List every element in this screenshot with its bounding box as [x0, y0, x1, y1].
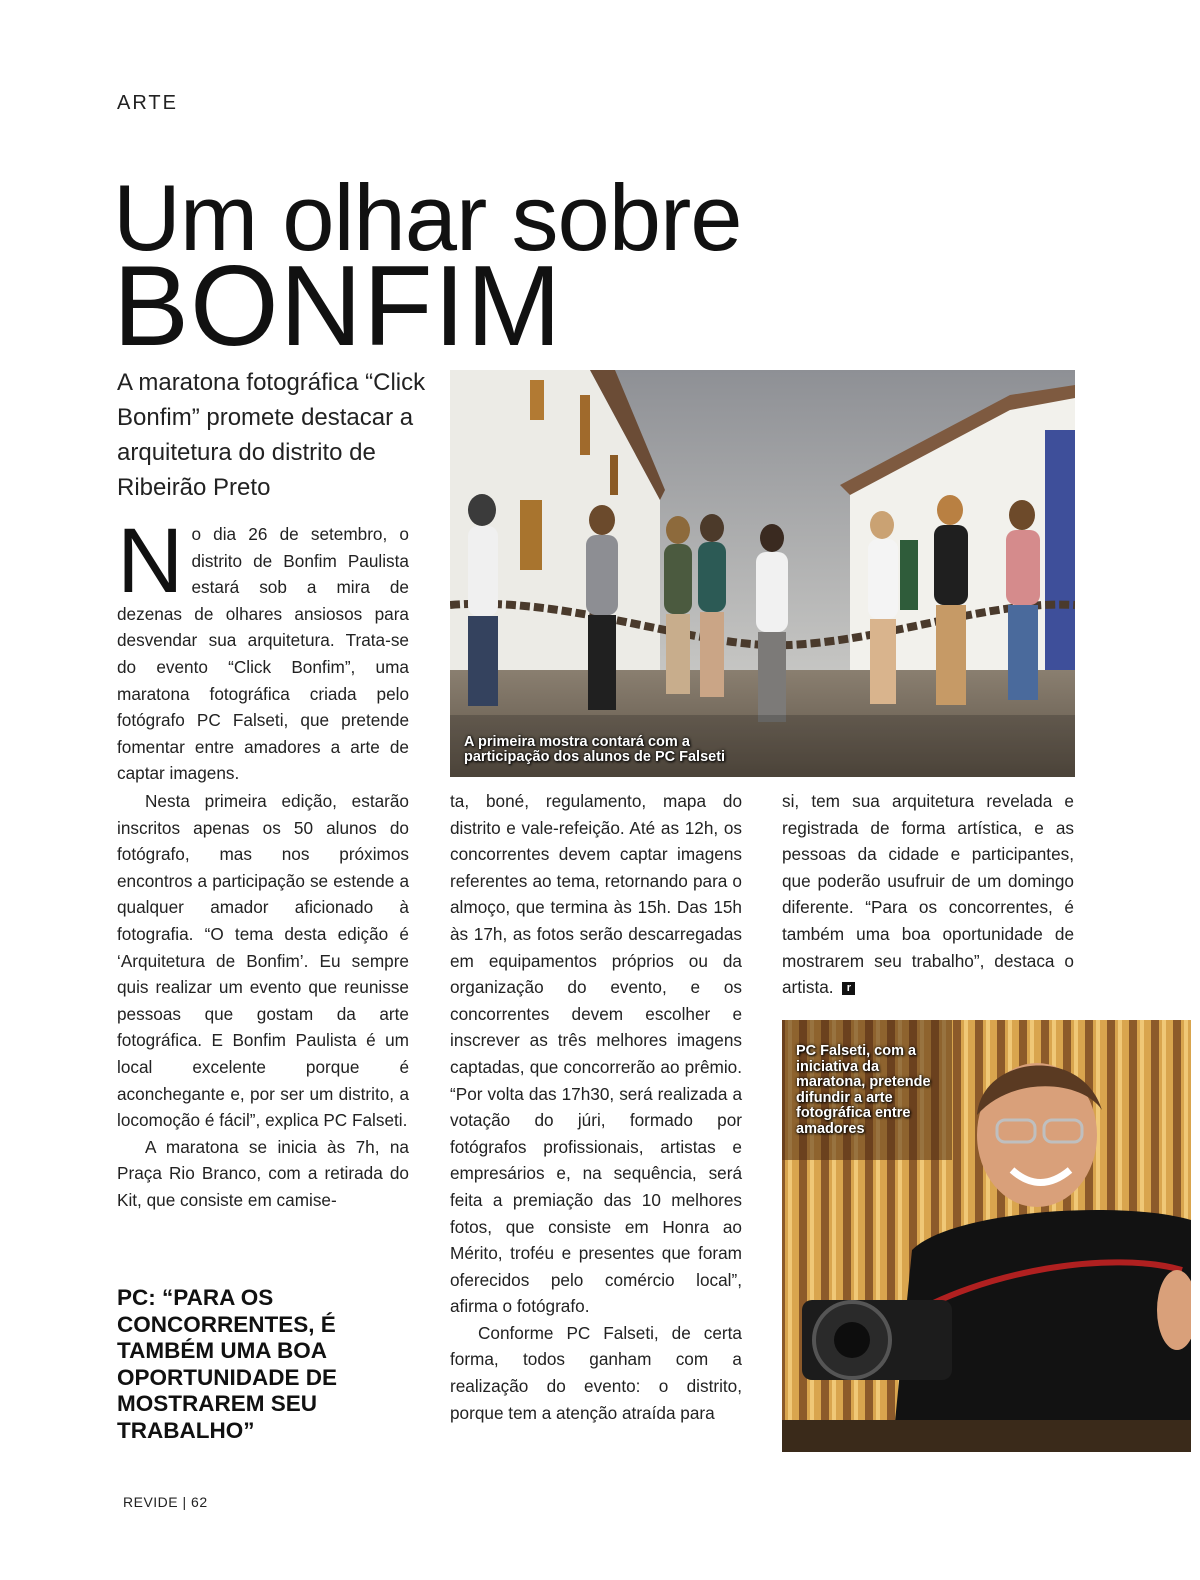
- drop-cap: N: [117, 510, 184, 612]
- page-footer: [123, 1494, 208, 1510]
- end-mark-icon: r: [842, 982, 855, 995]
- group-photo-caption: A primeira mostra contará com a participação dos alunos de PC Falseti: [464, 734, 726, 765]
- body-paragraph-3: A maratona se inicia às 7h, na Praça Rio Branco, com a retirada do Kit, que consiste em camise-: [117, 1136, 409, 1210]
- body-paragraph-6: [782, 788, 1074, 1001]
- body-paragraph-5: Conforme PC Falseti, de certa forma, todos ganham com a realização do evento: o distrito, porque tem a atenção atraída para: [450, 1322, 742, 1423]
- body-paragraph-2: Nesta primeira edição, estarão inscritos apenas os 50 alunos do fotógrafo, mas nos próximos encontros a participação se estende a qualquer amador aficionado à fotografia. “O tema desta edição é ‘Arquitetura de Bonfim’. Eu sempre quis realizar um evento que reunisse pessoas que gostam da arte fotográfica. E Bonfim Paulista é um local excelente porque é aconchegante e, por ser um distrito, a locomoção é fácil”, explica PC Falseti.: [117, 791, 409, 1131]
- headline-line-2: BONFIM: [113, 243, 563, 370]
- portrait-photo-caption: PC Falseti, com a iniciativa da maratona, pretende difundir a arte fotográfica entre amadores: [796, 1043, 931, 1137]
- page-number: 62: [191, 1494, 208, 1510]
- body-paragraph-1: o dia 26 de setembro, o distrito de Bonfim Paulista estará sob a mira de dezenas de olhares ansiosos para desvendar sua arquitetura. Trata-se do evento “Click Bonfim”, uma maratona fotográfica criada pelo fotógrafo PC Falseti, que pretende fomentar entre amadores a arte de captar imagens.: [117, 524, 409, 784]
- group-photo-image: [450, 370, 1075, 777]
- group-photo: [450, 370, 1075, 777]
- body-column-3: [782, 788, 1074, 1001]
- body-paragraph-6-text: si, tem sua arquitetura revelada e registrada de forma artística, e as pessoas da cidade e participantes, que poderão usufruir de um domingo diferente. “Para os concorrentes, é também uma boa oportunidade de mostrarem seu trabalho”, destaca o artista.: [782, 791, 1074, 998]
- portrait-photo: [782, 1020, 1191, 1452]
- section-label: ARTE: [117, 92, 178, 114]
- magazine-name: REVIDE: [123, 1494, 179, 1510]
- footer-separator: |: [182, 1494, 187, 1510]
- headline-line-1: Um olhar sobre: [113, 165, 742, 270]
- body-column-1-top: [117, 510, 409, 787]
- body-column-2: [450, 788, 742, 1426]
- body-paragraph-4: ta, boné, regulamento, mapa do distrito e vale-refeição. Até as 12h, os concorrentes devem captar imagens referentes ao tema, retornando para o almoço, que termina às 15h. Das 15h às 17h, as fotos serão descarregadas em equipamentos próprios ou da organização do evento, e os concorrentes devem escolher e inscrever as três melhores imagens captadas, que concorrerão ao prêmio. “Por volta das 17h30, será realizada a votação do júri, formado por fotógrafos profissionais, artistas e empresários e, na sequência, será feita a premiação das 10 melhores fotos, que consiste em Honra ao Mérito, troféu e presentes que foram oferecidos pelo comércio local”, afirma o fotógrafo.: [450, 791, 742, 1317]
- pull-quote: PC: “PARA OS CONCORRENTES, É TAMBÉM UMA BOA OPORTUNIDADE DE MOSTRAREM SEU TRABALHO”: [117, 1285, 338, 1443]
- deck-subtitle: A maratona fotográfica “Click Bonfim” promete destacar a arquitetura do distrito de Ribeirão Preto: [117, 369, 426, 501]
- body-column-1: [117, 788, 409, 1214]
